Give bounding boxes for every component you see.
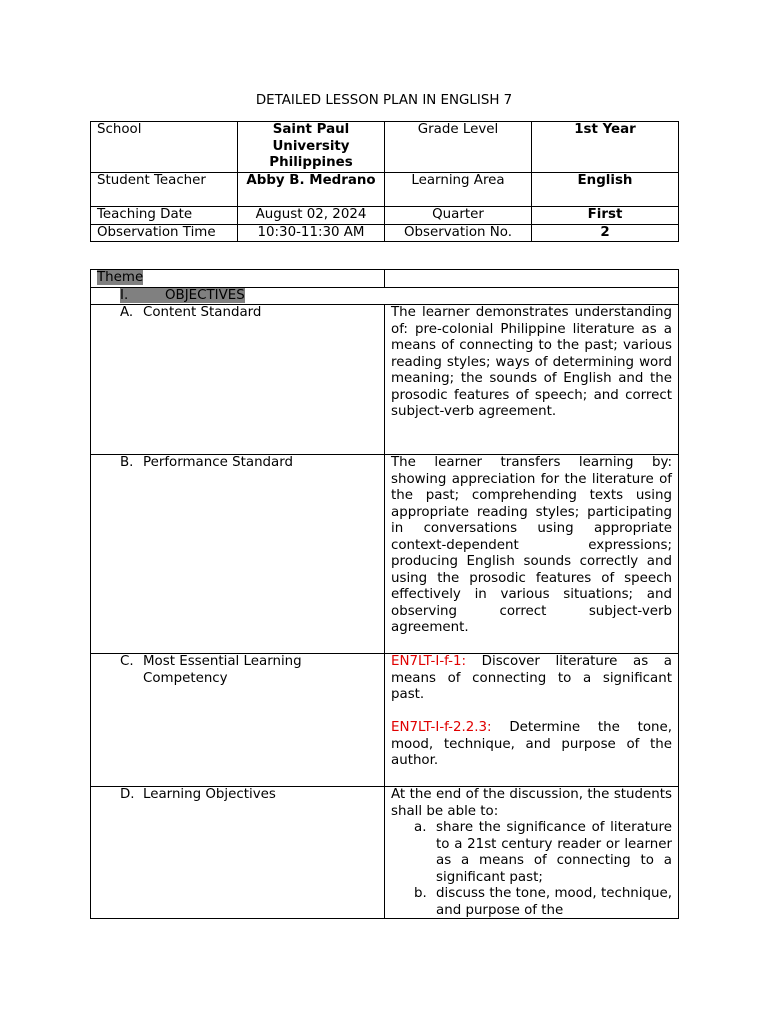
school-label: School bbox=[91, 122, 238, 173]
theme-label: Theme bbox=[97, 270, 144, 285]
learning-objectives-cell bbox=[385, 787, 679, 919]
learning-area-value: English bbox=[532, 173, 679, 207]
list-item-text: share the significance of literature to a 21st century reader or learner as a means of connecting to a significant past; bbox=[436, 820, 672, 885]
performance-standard-label-cell bbox=[91, 455, 385, 654]
table-row bbox=[91, 122, 679, 173]
list-item bbox=[391, 820, 672, 886]
quarter-label: Quarter bbox=[385, 207, 532, 225]
competency-text: Determine the tone, mood, technique, and purpose of the author. bbox=[391, 720, 672, 768]
competency-code: EN7LT-I-f-1: bbox=[391, 654, 467, 669]
competency-text: Discover literature as a means of connecting to a significant past. bbox=[391, 654, 673, 702]
list-item bbox=[391, 886, 672, 918]
student-teacher-label: Student Teacher bbox=[91, 173, 238, 207]
learning-objectives-list bbox=[391, 820, 672, 918]
document-title: DETAILED LESSON PLAN IN ENGLISH 7 bbox=[255, 93, 513, 108]
content-standard-label-cell bbox=[91, 305, 385, 455]
list-item-letter: a. bbox=[414, 820, 427, 835]
table-row bbox=[91, 787, 679, 919]
observation-no-value: 2 bbox=[532, 224, 679, 242]
table-row bbox=[91, 455, 679, 654]
grade-level-label: Grade Level bbox=[385, 122, 532, 173]
performance-standard-label: Performance Standard bbox=[143, 455, 294, 470]
melc-label: Most Essential Learning Competency bbox=[143, 654, 302, 686]
observation-no-label: Observation No. bbox=[385, 224, 532, 242]
melc-label-cell bbox=[91, 654, 385, 787]
table-row bbox=[91, 287, 679, 305]
table-row bbox=[91, 207, 679, 225]
melc-competency-1 bbox=[391, 654, 672, 704]
item-letter: B. bbox=[120, 455, 134, 470]
school-value: Saint Paul University Philippines bbox=[238, 122, 385, 173]
observation-time-label: Observation Time bbox=[91, 224, 238, 242]
student-teacher-value: Abby B. Medrano bbox=[238, 173, 385, 207]
item-letter: C. bbox=[120, 654, 134, 669]
melc-cell bbox=[385, 654, 679, 787]
objectives-heading bbox=[97, 288, 672, 305]
learning-area-label: Learning Area bbox=[385, 173, 532, 207]
lesson-info-table bbox=[90, 121, 679, 242]
objectives-table bbox=[90, 269, 679, 919]
table-row bbox=[91, 270, 679, 288]
objectives-number: I. bbox=[120, 287, 129, 303]
observation-time-value: 10:30-11:30 AM bbox=[238, 224, 385, 242]
teaching-date-value: August 02, 2024 bbox=[238, 207, 385, 225]
item-letter: A. bbox=[120, 305, 134, 320]
learning-objectives-label: Learning Objectives bbox=[143, 787, 276, 802]
objectives-heading-cell bbox=[91, 287, 679, 305]
table-row bbox=[91, 224, 679, 242]
melc-competency-2 bbox=[391, 720, 672, 770]
table-row bbox=[91, 173, 679, 207]
table-row bbox=[91, 305, 679, 455]
performance-standard-text: The learner transfers learning by: showing appreciation for the literature of the past; comprehending texts using appropriate reading styles; participating in conversations using appropriate context-dependent expressions; producing English sounds correctly and using the prosodic features of speech effectively in various situations; and observing correct subject-verb agreement. bbox=[385, 455, 679, 654]
list-item-letter: b. bbox=[414, 886, 427, 901]
content-standard-label: Content Standard bbox=[143, 305, 262, 320]
grade-level-value: 1st Year bbox=[532, 122, 679, 173]
theme-value bbox=[385, 270, 679, 288]
teaching-date-label: Teaching Date bbox=[91, 207, 238, 225]
list-item-text: discuss the tone, mood, technique, and purpose of the bbox=[436, 886, 672, 918]
item-letter: D. bbox=[120, 787, 135, 802]
learning-objectives-intro: At the end of the discussion, the students shall be able to: bbox=[391, 787, 672, 819]
learning-objectives-label-cell bbox=[91, 787, 385, 919]
objectives-label: OBJECTIVES bbox=[165, 287, 245, 303]
quarter-value: First bbox=[532, 207, 679, 225]
theme-label-cell bbox=[91, 270, 385, 288]
table-row bbox=[91, 654, 679, 787]
competency-code: EN7LT-I-f-2.2.3: bbox=[391, 720, 492, 735]
content-standard-text: The learner demonstrates understanding of: pre-colonial Philippine literature as a means of connecting to the past; various reading styles; ways of determining word meaning; the sounds of English and the prosodic features of speech; and correct subject-verb agreement. bbox=[385, 305, 679, 455]
